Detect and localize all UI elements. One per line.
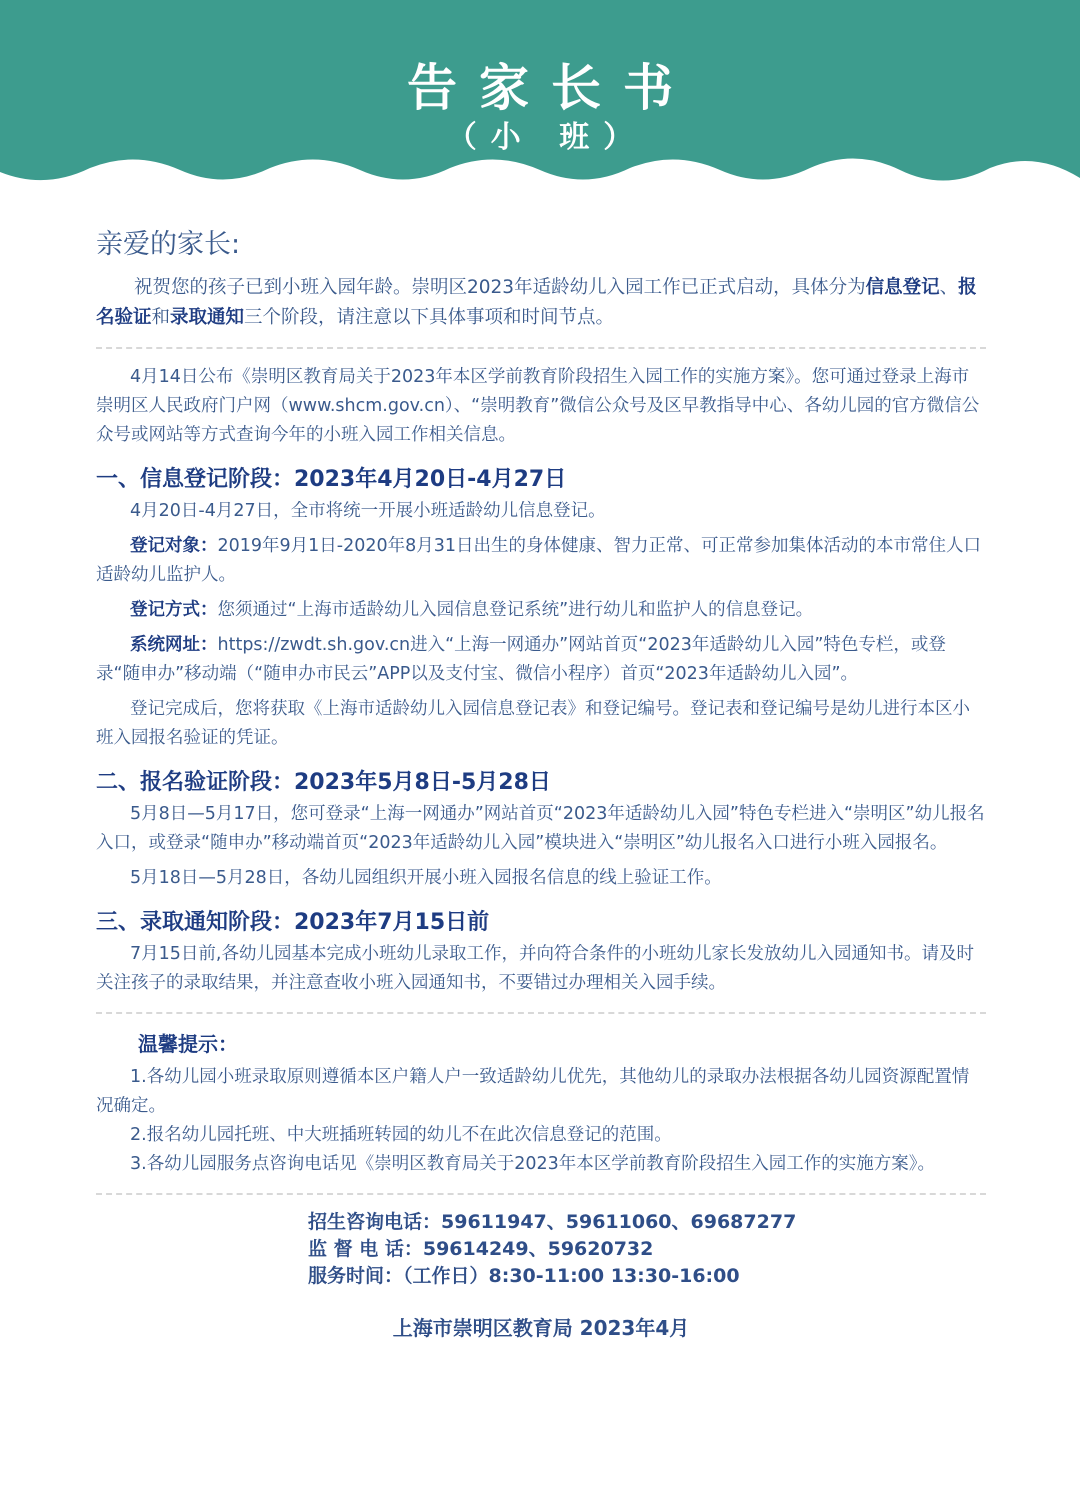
page-title: 告家长书 [407,58,695,117]
section1-method [96,596,986,625]
stage1-highlight: 信息登记 [865,277,940,298]
signature-footer: 上海市崇明区教育局 2023年4月 [392,1316,690,1340]
tips-heading: 温馨提示： [138,1032,238,1056]
sep2: 和 [151,307,171,328]
greeting: 亲爱的家长: [96,229,241,260]
divider [96,1193,986,1195]
target-text: 2019年9月1日-2020年8月31日出生的身体健康、智力正常、可正常参加集体活动的本市常住人口适龄幼儿监护人。 [96,536,982,585]
tip-item: 1.各幼儿园小班录取原则遵循本区户籍人户一致适龄幼儿优先，其他幼儿的录取办法根据各幼儿园资源配置情况确定。 [96,1067,970,1116]
target-label: 登记对象： [130,536,218,556]
divider [96,347,986,349]
enrollment-phone: 招生咨询电话：59611947、59611060、69687277 [308,1211,797,1233]
intro-tail: 三个阶段，请注意以下具体事项和时间节点。 [244,307,615,328]
section1-url [96,631,986,689]
supervision-phone: 监 督 电 话：59614249、59620732 [308,1238,654,1260]
contact-block [308,1209,986,1290]
section3-p1: 7月15日前,各幼儿园基本完成小班幼儿录取工作，并向符合条件的小班幼儿家长发放幼儿入园通知书。请及时关注孩子的录取结果，并注意查收小班入园通知书，不要错过办理相关入园手续。 [96,944,974,993]
intro-paragraph [96,273,986,333]
section1-after: 登记完成后，您将获取《上海市适龄幼儿入园信息登记表》和登记编号。登记表和登记编号是幼儿进行本区小班入园报名验证的凭证。 [96,699,970,748]
page-subtitle: （小 班） [446,120,648,155]
section1-p1: 4月20日-4月27日，全市将统一开展小班适龄幼儿信息登记。 [130,501,606,521]
url-text: https://zwdt.sh.gov.cn进入“上海一网通办”网站首页“2023年适龄幼儿入园”特色专栏，或登录“随申办”移动端（“随申办市民云”APP以及支付宝、微信小程序）首页“2023年适龄幼儿入园”。 [96,635,946,684]
divider [96,1012,986,1014]
stage2-highlight: 报名验证 [96,277,977,328]
sep1: 、 [939,277,959,298]
announcement-paragraph: 4月14日公布《崇明区教育局关于2023年本区学前教育阶段招生入园工作的实施方案》。您可通过登录上海市崇明区人民政府门户网（www.shcm.gov.cn）、“崇明教育”微信公众号及区早教指导中心、各幼儿园的官方微信公众号或网站等方式查询今年的小班入园工作相关信息。 [96,367,980,445]
url-label: 系统网址： [130,635,218,655]
letter-body [96,222,986,1341]
section2-heading: 二、报名验证阶段：2023年5月8日-5月28日 [96,770,551,795]
method-text: 您须通过“上海市适龄幼儿入园信息登记系统”进行幼儿和监护人的信息登记。 [217,600,814,620]
section1-target [96,532,986,590]
intro-line1: 祝贺您的孩子已到小班入园年龄。崇明区2023年适龄幼儿入园工作已正式启动，具体分为 [134,277,866,298]
section1-heading: 一、信息登记阶段：2023年4月20日-4月27日 [96,467,567,492]
section2-p2: 5月18日—5月28日，各幼儿园组织开展小班入园报名信息的线上验证工作。 [130,868,722,888]
section2-p1: 5月8日—5月17日，您可登录“上海一网通办”网站首页“2023年适龄幼儿入园”特色专栏进入“崇明区”幼儿报名入口，或登录“随申办”移动端首页“2023年适龄幼儿入园”模块进入“崇明区”幼儿报名入口进行小班入园报名。 [96,804,985,853]
section3-heading: 三、录取通知阶段：2023年7月15日前 [96,910,490,935]
service-hours: 服务时间：（工作日）8:30-11:00 13:30-16:00 [308,1265,740,1287]
stage3-highlight: 录取通知 [170,307,245,328]
tip-item: 2.报名幼儿园托班、中大班插班转园的幼儿不在此次信息登记的范围。 [130,1125,672,1145]
tip-item: 3.各幼儿园服务点咨询电话见《崇明区教育局关于2023年本区学前教育阶段招生入园工作的实施方案》。 [130,1154,935,1174]
method-label: 登记方式： [130,600,218,620]
